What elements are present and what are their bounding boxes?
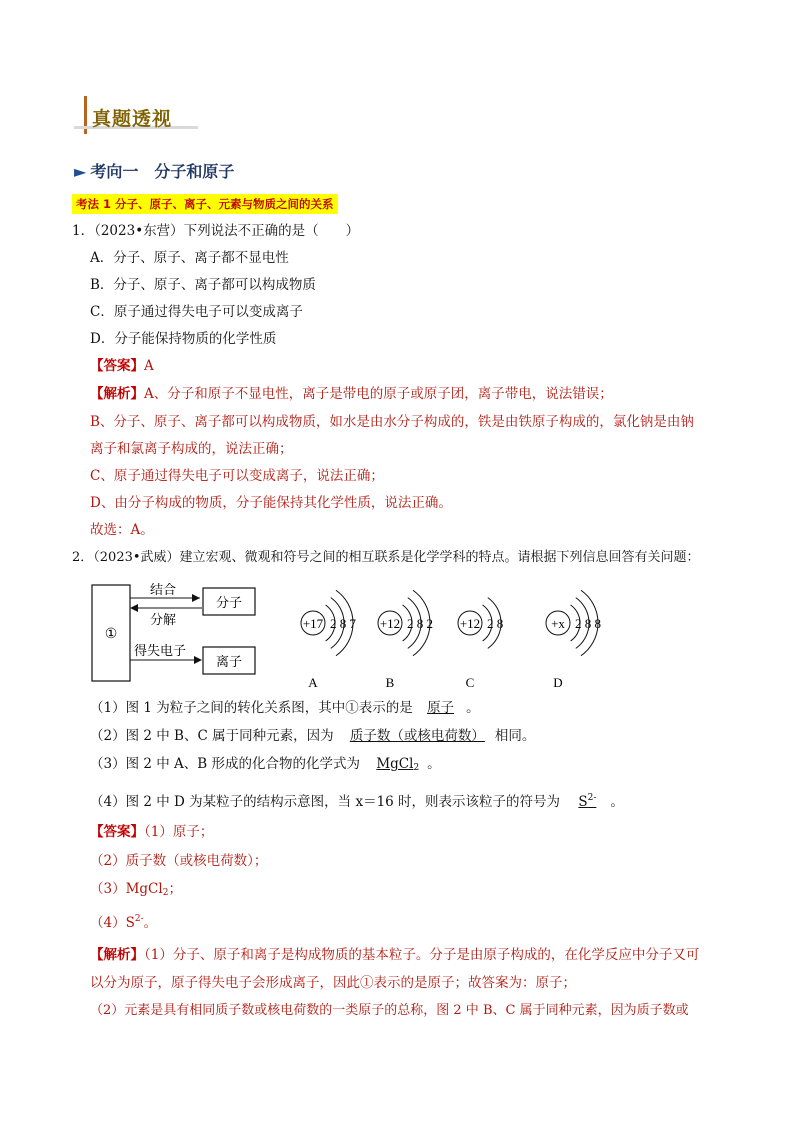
q2-answer-label: 【答案】: [90, 824, 144, 840]
fig1-arrow-electron-label: 得失电子: [134, 643, 187, 658]
atom-diagram-B: [378, 590, 433, 690]
q2-answer-3-main: （3）MgCl: [90, 881, 163, 897]
q2-sub2-text: （2）图 2 中 B、C 属于同种元素，因为: [90, 728, 334, 744]
shell-electron-counts: 2 8 7: [330, 616, 356, 631]
nucleus-label: +x: [551, 616, 565, 631]
q2-sub1-blank: 原子: [427, 700, 455, 716]
q2-figures: [90, 583, 650, 693]
q1-stem: 1．（2023•东营）下列说法不正确的是（ ）: [72, 223, 360, 239]
q1-analysis-line-3: 离子和氯离子构成的，说法正确；: [90, 441, 293, 457]
q1-analysis-line-6: 故选：A。: [90, 522, 154, 538]
q1-option-c: C．原子通过得失电子可以变成离子: [90, 304, 303, 320]
q2-sub3-end: 。: [427, 756, 441, 772]
q2-sub4-blank-main: S: [578, 794, 588, 810]
q2-sub4: [90, 789, 624, 811]
triangle-marker-icon: ►: [74, 162, 87, 181]
q2-sub3-blank-main: MgCl: [376, 756, 414, 772]
q2-sub2: [90, 727, 535, 745]
q2-sub3-blank: [364, 756, 427, 772]
q2-sub2-blank: 质子数（或核电荷数）: [349, 728, 485, 744]
q2-analysis-label: 【解析】: [90, 947, 144, 963]
q1-option-a: A．分子、原子、离子都不显电性: [90, 250, 289, 266]
q2-sub4-end: 。: [610, 794, 624, 810]
fig1-molecule-label: 分子: [215, 595, 243, 610]
atom-label: B: [385, 675, 395, 690]
q2-answer-3-end: ；: [168, 881, 182, 897]
q2-sub3-blank-sub: 2: [413, 763, 420, 773]
q2-analysis-line-3: （2）元素是具有相同质子数或核电荷数的一类原子的总称，图 2 中 B、C 属于同种元素，因为质子数或: [90, 1003, 689, 1018]
fig1-arrow-combine-label: 结合: [150, 583, 177, 597]
header-title: 真题透视: [92, 108, 173, 130]
q2-answer-1: （1）原子；: [144, 824, 214, 840]
q1-option-b: B．分子、原子、离子都可以构成物质: [90, 277, 316, 293]
q2-answer-line-1: [90, 823, 213, 841]
q2-answer-3-sub: 2: [162, 888, 169, 898]
q2-analysis-line-1: [90, 946, 699, 964]
fig1-arrow-split-label: 分解: [150, 612, 177, 627]
arrow-right-icon: [192, 594, 200, 602]
q1-analysis-line-4: C、原子通过得失电子可以变成离子，说法正确；: [90, 468, 384, 484]
q2-answer-4-end: 。: [143, 915, 158, 931]
q1-analysis-line-1: [90, 385, 613, 403]
nucleus-label: +17: [302, 616, 324, 631]
q1-answer-value: A: [144, 358, 154, 374]
q2-sub3: [90, 755, 441, 777]
arrow-left-icon: [130, 604, 138, 612]
q1-analysis-line-2: B、分子、原子、离子都可以构成物质，如水是由水分子构成的，铁是由铁原子构成的，氯化钠是由钠: [90, 414, 694, 430]
atom-diagram-A: [301, 590, 357, 690]
section-heading: [74, 159, 234, 182]
q2-sub1-text: （1）图 1 为粒子之间的转化关系图，其中①表示的是: [90, 700, 413, 716]
q1-answer: [90, 357, 154, 375]
q2-answer-2: （2）质子数（或核电荷数）；: [90, 853, 268, 869]
q2-sub1: [90, 699, 480, 717]
atom-label: D: [553, 675, 563, 690]
atom-label: C: [465, 675, 475, 690]
q2-sub4-blank-sup: 2-: [587, 793, 597, 803]
q2-answer-4: [90, 910, 157, 932]
shell-electron-counts: 2 8 2: [407, 616, 433, 631]
q2-analysis-line-2: 以分为原子，原子得失电子会形成离子，因此①表示的是原子；故答案为：原子；: [90, 975, 576, 991]
shell-electron-counts: 2 8: [487, 616, 504, 631]
arrow-right-icon: [194, 656, 202, 664]
q1-analysis-line-5: D、由分子构成的物质，分子能保持其化学性质，说法正确。: [90, 495, 452, 511]
shell-electron-counts: 2 8 8: [575, 616, 601, 631]
q1-analysis-text-1: A、分子和原子不显电性，离子是带电的原子或原子团，离子带电，说法错误；: [144, 386, 613, 402]
atom-diagram-D: [546, 590, 601, 690]
kaofa-label: 考法 1 分子、原子、离子、元素与物质之间的关系: [72, 194, 338, 214]
q2-answer-4-sup: 2-: [134, 914, 144, 924]
q2-answer-3: [90, 880, 182, 902]
q2-analysis-text-1: （1）分子、原子和离子是构成物质的基本粒子。分子是由原子构成的，在化学反应中分子又可: [144, 947, 700, 963]
nucleus-label: +12: [459, 616, 481, 631]
q1-analysis-label: 【解析】: [90, 386, 144, 402]
q2-sub4-blank: [564, 794, 610, 810]
atom-diagram-C: [458, 598, 503, 690]
q1-answer-label: 【答案】: [90, 358, 144, 374]
q2-answer-4-main: （4）S: [90, 915, 135, 931]
q2-sub4-text: （4）图 2 中 D 为某粒子的结构示意图，当 x＝16 时，则表示该粒子的符号为: [90, 794, 561, 810]
q2-stem: 2．（2023•武威）建立宏观、微观和符号之间的相互联系是化学学科的特点。请根据下列信息回答有关问题：: [72, 550, 700, 565]
fig1-center-label: ①: [104, 627, 118, 642]
q2-sub1-end: 。: [466, 700, 480, 716]
section-title: 考向一 分子和原子: [90, 162, 235, 181]
q1-option-d: D．分子能保持物质的化学性质: [90, 331, 277, 347]
nucleus-label: +12: [379, 616, 401, 631]
fig1-ion-label: 离子: [215, 654, 243, 669]
q2-sub2-end: 相同。: [494, 728, 536, 744]
atom-label: A: [308, 675, 318, 690]
q2-sub3-text: （3）图 2 中 A、B 形成的化合物的化学式为: [90, 756, 361, 772]
